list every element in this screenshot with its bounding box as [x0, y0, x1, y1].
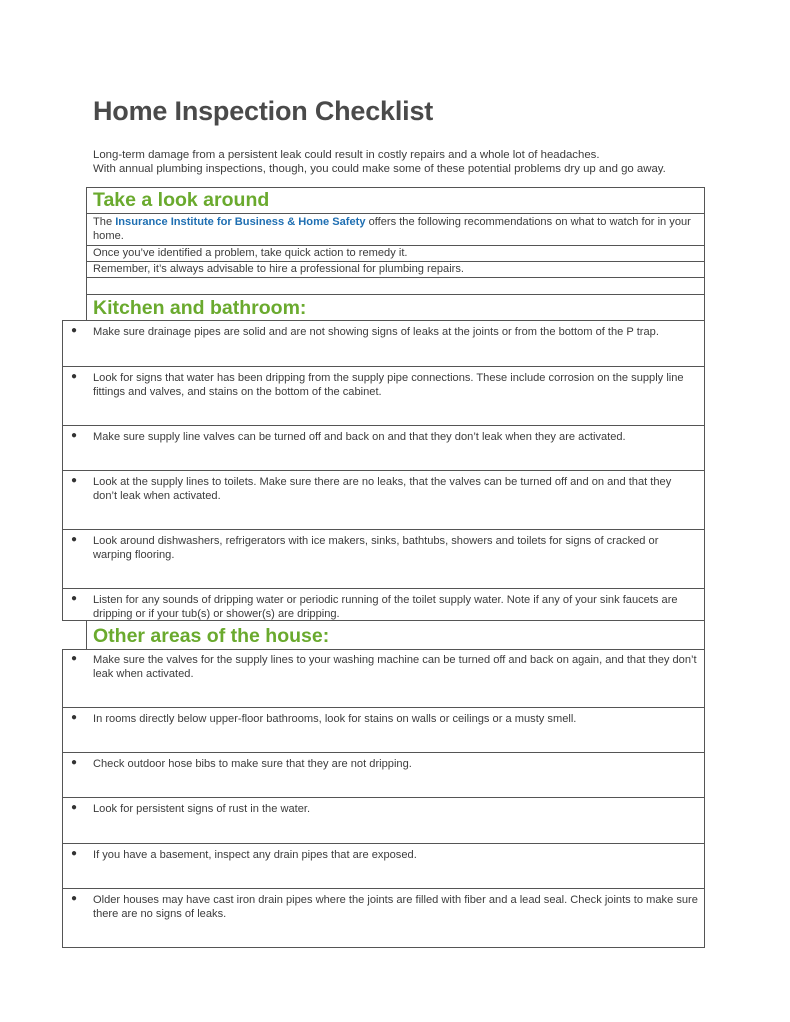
list-item: Make sure the valves for the supply lines to your washing machine can be turned off and back on again, and that they don’t leak when activated. [93, 654, 697, 680]
row-text-post: offers the following recommendations on what to watch for in your home. [93, 216, 691, 242]
kitchen-label-cell [86, 295, 87, 321]
divider [62, 797, 705, 798]
bullet-icon: ● [71, 757, 78, 768]
remedy-row: Once you’ve identified a problem, take quick action to remedy it. [93, 247, 408, 259]
divider [62, 470, 705, 471]
list-item: Listen for any sounds of dripping water or periodic running of the toilet supply water. Note if any of your sink faucets are dripping or if your tub(s) or shower(s) are dripping. [93, 594, 678, 620]
professional-row: Remember, it’s always advisable to hire a professional for plumbing repairs. [93, 263, 464, 275]
bullet-icon: ● [71, 848, 78, 859]
bullet-icon: ● [71, 593, 78, 604]
bullet-icon: ● [71, 712, 78, 723]
section-heading-kitchen: Kitchen and bathroom: [93, 297, 307, 319]
list-item: Look for signs that water has been dripping from the supply pipe connections. These include corrosion on the supply line fittings and valves, and stains on the bottom of the cabinet. [93, 372, 684, 398]
divider [62, 707, 705, 708]
divider [62, 588, 705, 589]
list-item: In rooms directly below upper-floor bathrooms, look for stains on walls or ceilings or a musty smell. [93, 713, 577, 725]
intro-line-1: Long-term damage from a persistent leak could result in costly repairs and a whole lot of headaches. [93, 149, 600, 161]
section-heading-look-around: Take a look around [93, 189, 270, 211]
intro-paragraph [93, 148, 666, 176]
bullet-icon: ● [71, 802, 78, 813]
recommendation-row [93, 216, 698, 243]
bullet-icon: ● [71, 534, 78, 545]
ibhs-link[interactable]: Insurance Institute for Business & Home Safety [115, 216, 366, 228]
list-item: Look at the supply lines to toilets. Make sure there are no leaks, that the valves can be turned off and on and that they don’t leak when activated. [93, 476, 672, 502]
divider [86, 277, 705, 278]
section-heading-other-areas: Other areas of the house: [93, 625, 330, 647]
bullet-icon: ● [71, 475, 78, 486]
list-item: Older houses may have cast iron drain pipes where the joints are filled with fiber and a lead seal. Check joints to make sure there are no signs of leaks. [93, 894, 698, 920]
divider [62, 843, 705, 844]
intro-line-2: With annual plumbing inspections, though, you could make some of these potential problems dry up and go away. [93, 163, 666, 175]
bullet-icon: ● [71, 371, 78, 382]
divider [86, 213, 705, 214]
kitchen-label-cell-right [704, 295, 705, 321]
list-item: Check outdoor hose bibs to make sure that they are not dripping. [93, 758, 412, 770]
bullet-icon: ● [71, 653, 78, 664]
divider [62, 425, 705, 426]
list-item: Look around dishwashers, refrigerators with ice makers, sinks, bathtubs, showers and toilets for signs of cracked or warping flooring. [93, 535, 659, 561]
divider [62, 888, 705, 889]
divider [86, 261, 705, 262]
page-title: Home Inspection Checklist [93, 96, 434, 126]
divider [62, 752, 705, 753]
list-item: Look for persistent signs of rust in the water. [93, 803, 311, 815]
bullet-icon: ● [71, 893, 78, 904]
divider [86, 245, 705, 246]
list-item: Make sure supply line valves can be turned off and back on and that they don’t leak when they are activated. [93, 431, 626, 443]
divider [62, 529, 705, 530]
row-text-pre: The [93, 216, 116, 228]
list-item: If you have a basement, inspect any drain pipes that are exposed. [93, 849, 417, 861]
divider [62, 366, 705, 367]
bullet-icon: ● [71, 325, 78, 336]
bullet-icon: ● [71, 430, 78, 441]
list-item: Make sure drainage pipes are solid and are not showing signs of leaks at the joints or from the bottom of the P trap. [93, 326, 659, 338]
